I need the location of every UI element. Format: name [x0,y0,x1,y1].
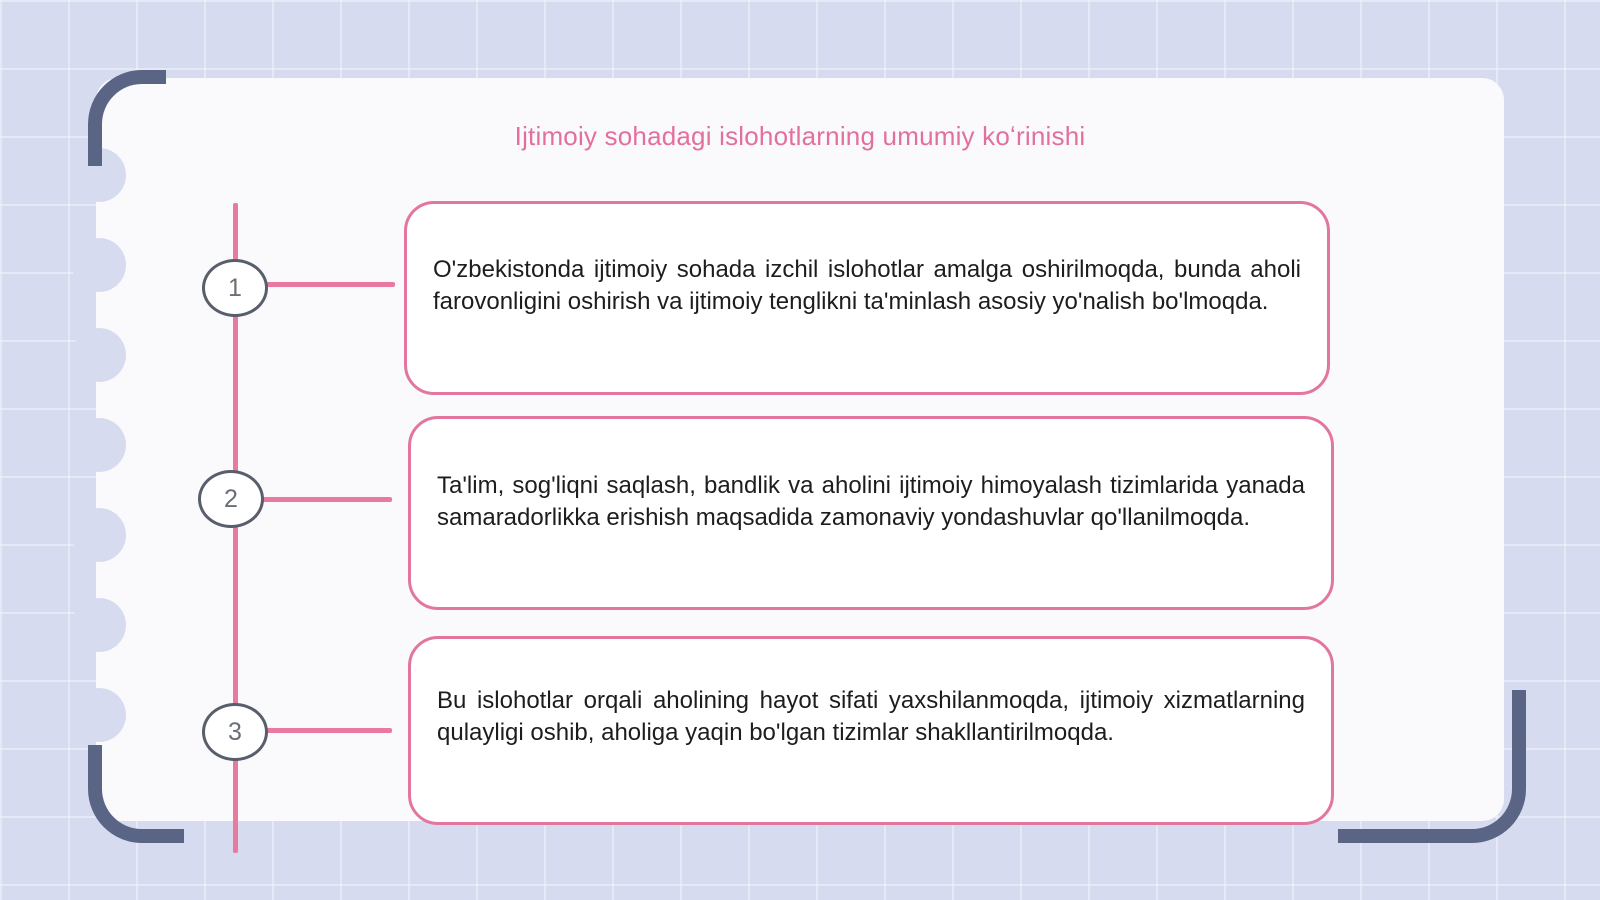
notebook-notch [72,598,126,652]
notebook-notch [72,508,126,562]
notebook-notch [72,328,126,382]
timeline-connector-2 [262,497,392,502]
step-box-2 [408,416,1334,610]
timeline-connector-1 [266,282,395,287]
step-number-2: 2 [198,470,264,528]
notebook-notch [72,688,126,742]
step-box-1 [404,201,1330,395]
corner-bracket-bottom-left [88,745,184,843]
step-text-2: Ta'lim, sog'liqni saqlash, bandlik va aholini ijtimoiy himoyalash tizimlarida yanada samaradorlikka erishish maqsadida zamonaviy yondashuvlar qo'llanilmoqda. [437,472,1305,531]
corner-bracket-bottom-right [1338,690,1526,843]
timeline-connector-3 [266,728,392,733]
notebook-notch [72,238,126,292]
slide-title: Ijtimoiy sohadagi islohotlarning umumiy koʻrinishi [514,121,1086,151]
step-number-1: 1 [202,259,268,317]
corner-bracket-top-left [88,70,166,166]
step-text-1: O'zbekistonda ijtimoiy sohada izchil islohotlar amalga oshirilmoqda, bunda aholi farovonligini oshirish va ijtimoiy tenglikni ta'minlash asosiy yo'nalish bo'lmoqda. [433,256,1301,315]
step-number-3: 3 [202,703,268,761]
step-box-3 [408,636,1334,825]
step-text-3: Bu islohotlar orqali aholining hayot sifati yaxshilanmoqda, ijtimoiy xizmatlarning qulayligi oshib, aholiga yaqin bo'lgan tizimlar shakllantirilmoqda. [437,687,1305,746]
notebook-notch [72,418,126,472]
